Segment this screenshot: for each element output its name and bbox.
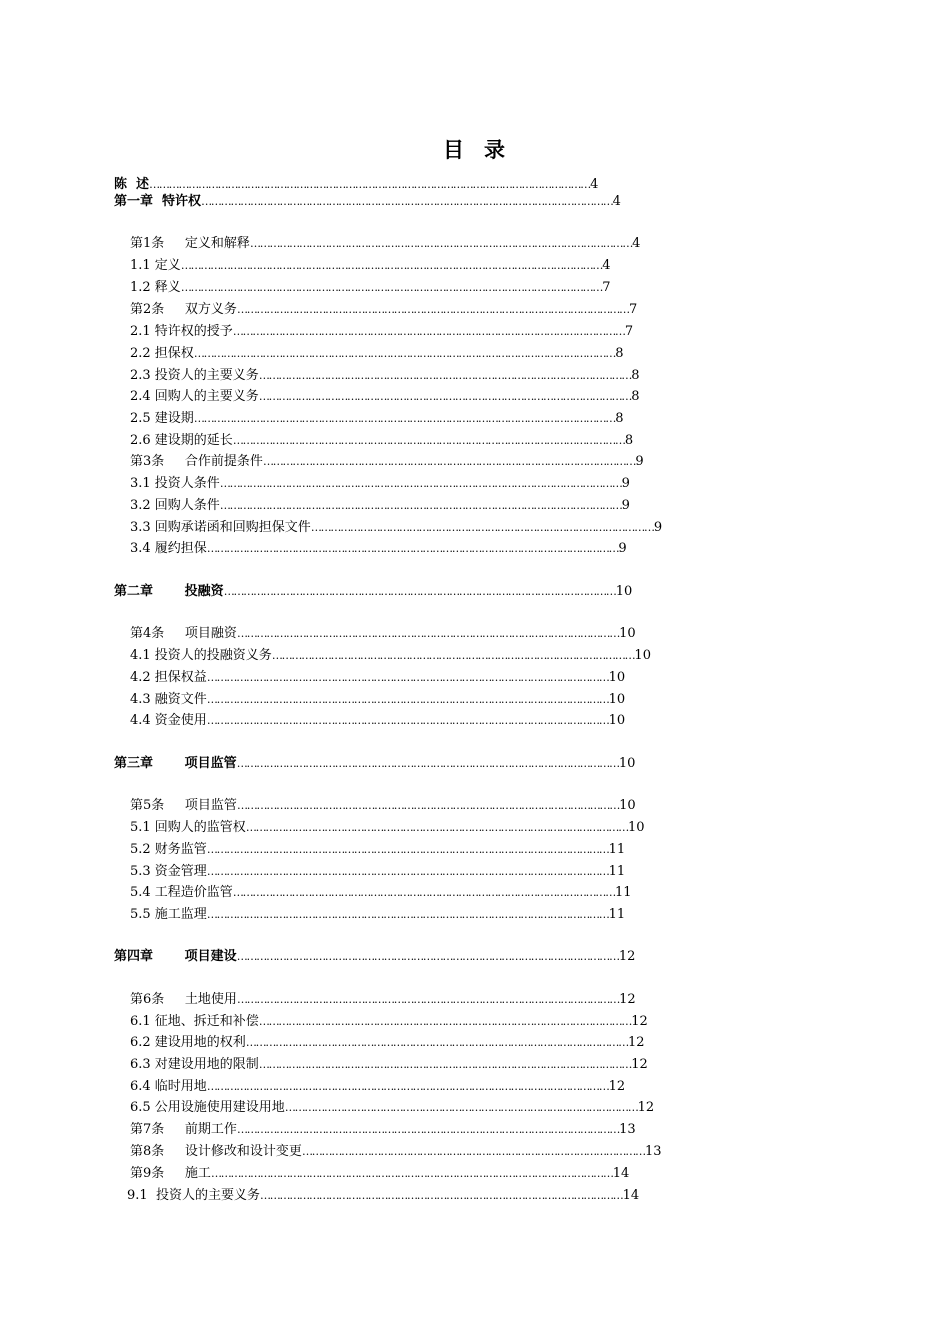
toc-leader-dots: …………………………………………………………………………………………………… bbox=[258, 369, 632, 382]
toc-leader-dots: ……………………………………………………………………………………………………… bbox=[236, 757, 619, 770]
toc-entry-title: 陈 述 bbox=[114, 177, 150, 192]
toc-entry[interactable] bbox=[130, 646, 661, 666]
toc-entry[interactable] bbox=[130, 234, 649, 254]
toc-title-char-2: 录 bbox=[484, 137, 507, 162]
toc-page-number: 4 bbox=[612, 194, 621, 209]
toc-entry-title: 4.2 担保权益 bbox=[130, 670, 207, 685]
toc-entry-title: 第6条 土地使用 bbox=[130, 992, 237, 1007]
toc-leader-dots: ………………………………………………………………………………………………… bbox=[271, 649, 635, 662]
toc-entry[interactable] bbox=[130, 409, 630, 429]
toc-entry-title: 1.2 释义 bbox=[130, 280, 181, 295]
toc-page-number: 9 bbox=[621, 476, 630, 491]
toc-entry-title: 6.4 临时用地 bbox=[130, 1079, 207, 1094]
toc-leader-dots: ……………………………………………………………………………………………………… bbox=[245, 1036, 629, 1049]
toc-entry-title: 2.4 回购人的主要义务 bbox=[130, 389, 259, 404]
toc-entry[interactable] bbox=[130, 452, 654, 472]
toc-page-number: 4 bbox=[632, 236, 641, 251]
toc-leader-dots: ……………………………………………………………………………………………………… bbox=[249, 237, 633, 250]
toc-page-number: 10 bbox=[615, 584, 633, 599]
toc-entry[interactable] bbox=[130, 1098, 666, 1118]
toc-entry[interactable] bbox=[130, 624, 646, 644]
toc-page-number: 11 bbox=[615, 885, 632, 900]
toc-page-number: 8 bbox=[615, 346, 624, 361]
toc-entry[interactable] bbox=[130, 300, 644, 320]
toc-entry-title: 第2条 双方义务 bbox=[130, 302, 237, 317]
toc-entry-title: 5.4 工程造价监管 bbox=[130, 885, 233, 900]
toc-entry-title: 2.1 特许权的授予 bbox=[130, 324, 233, 339]
toc-page-number: 12 bbox=[618, 949, 636, 964]
toc-entry-title: 第二章 投融资 bbox=[114, 584, 224, 599]
toc-leader-dots: ………………………………………………………………………………………………………… bbox=[232, 325, 625, 338]
toc-page-number: 8 bbox=[631, 368, 640, 383]
toc-entry[interactable] bbox=[130, 539, 634, 559]
toc-leader-dots: …………………………………………………………………………………………………………… bbox=[219, 477, 622, 490]
toc-leader-dots: ………………………………………………………………………………………………………………… bbox=[193, 347, 616, 360]
toc-page-number: 10 bbox=[608, 692, 626, 707]
toc-entry[interactable] bbox=[130, 840, 636, 860]
toc-page-number: 14 bbox=[612, 1166, 630, 1181]
toc-entry-title: 6.3 对建设用地的限制 bbox=[130, 1057, 259, 1072]
toc-entry-title: 第1条 定义和解释 bbox=[130, 236, 250, 251]
toc-entry[interactable] bbox=[130, 1164, 638, 1184]
toc-title bbox=[0, 136, 950, 164]
toc-entry[interactable] bbox=[130, 1033, 651, 1053]
toc-page-number: 8 bbox=[631, 389, 640, 404]
toc-leader-dots: ……………………………………………………………………………………………………… bbox=[236, 627, 620, 640]
toc-leader-dots: …………………………………………………………………………………………………………… bbox=[206, 865, 609, 878]
toc-chapter-entry[interactable] bbox=[114, 947, 644, 967]
toc-leader-dots: ………………………………………………………………………………………………………… bbox=[223, 585, 616, 598]
toc-page-number: 11 bbox=[608, 907, 626, 922]
toc-page-number: 13 bbox=[644, 1144, 662, 1159]
toc-entry-title: 4.4 资金使用 bbox=[130, 713, 207, 728]
toc-leader-dots: …………………………………………………………………………………………… bbox=[310, 521, 654, 534]
toc-leader-dots: ……………………………………………………………………………………………………… bbox=[236, 993, 620, 1006]
toc-leader-dots: …………………………………………………………………………………………………………… bbox=[210, 1167, 613, 1180]
toc-entry-title: 3.1 投资人条件 bbox=[130, 476, 220, 491]
toc-page-number: 11 bbox=[608, 864, 626, 879]
toc-leader-dots: …………………………………………………………………………………………………………… bbox=[206, 693, 609, 706]
toc-page-number: 9 bbox=[653, 520, 663, 535]
toc-leader-dots: ……………………………………………………………………………………………………………… bbox=[206, 542, 619, 555]
toc-entry[interactable] bbox=[130, 366, 654, 386]
toc-page-number: 8 bbox=[615, 411, 624, 426]
toc-page-number: 10 bbox=[619, 626, 636, 641]
toc-entry-title: 第一章 特许权 bbox=[114, 194, 202, 209]
toc-entry-title: 2.2 担保权 bbox=[130, 346, 194, 361]
toc-leader-dots: …………………………………………………………………………………………………………… bbox=[219, 499, 622, 512]
toc-entry[interactable] bbox=[130, 1055, 657, 1075]
toc-page-number: 9 bbox=[621, 498, 630, 513]
toc-entry-title: 第四章 项目建设 bbox=[114, 949, 237, 964]
toc-page-number: 4 bbox=[602, 258, 611, 273]
toc-leader-dots: ……………………………………………………………………………………………………… bbox=[245, 821, 629, 834]
toc-page-number: 8 bbox=[624, 433, 634, 448]
toc-page-number: 10 bbox=[608, 670, 626, 685]
toc-entry-title: 2.5 建设期 bbox=[130, 411, 194, 426]
toc-page-number: 7 bbox=[624, 324, 634, 339]
toc-leader-dots: …………………………………………………………………………………………………… bbox=[258, 1058, 632, 1071]
toc-entry-title: 2.6 建设期的延长 bbox=[130, 433, 233, 448]
toc-leader-dots: …………………………………………………………………………………………………………… bbox=[206, 714, 609, 727]
toc-entry[interactable] bbox=[130, 278, 625, 298]
toc-entry[interactable] bbox=[130, 496, 639, 516]
toc-leader-dots: ………………………………………………………………………………………………………………… bbox=[180, 281, 603, 294]
toc-entry[interactable] bbox=[130, 990, 646, 1010]
toc-page-number: 7 bbox=[602, 280, 611, 295]
toc-entry-title: 3.4 履约担保 bbox=[130, 541, 207, 556]
toc-entry[interactable] bbox=[130, 474, 639, 494]
toc-entry-title: 2.3 投资人的主要义务 bbox=[130, 368, 259, 383]
toc-chapter-entry[interactable] bbox=[114, 754, 645, 774]
toc-entry[interactable] bbox=[130, 905, 636, 925]
toc-page-number: 10 bbox=[628, 820, 645, 835]
toc-entry-title: 5.1 回购人的监管权 bbox=[130, 820, 246, 835]
toc-leader-dots: …………………………………………………………………………………………………………… bbox=[206, 908, 609, 921]
toc-page-number: 10 bbox=[619, 798, 636, 813]
toc-entry-title: 5.5 施工监理 bbox=[130, 907, 207, 922]
toc-entry-title: 第8条 设计修改和设计变更 bbox=[130, 1144, 302, 1159]
toc-entry[interactable] bbox=[130, 431, 644, 451]
toc-page-number: 10 bbox=[634, 648, 651, 663]
toc-page-number: 9 bbox=[635, 454, 644, 469]
toc-leader-dots: ………………………………………………………………………………………………… bbox=[259, 1189, 623, 1202]
toc-page-number: 12 bbox=[608, 1079, 626, 1094]
toc-leader-dots: …………………………………………………………………………………………………… bbox=[258, 1015, 632, 1028]
toc-entry-title: 第7条 前期工作 bbox=[130, 1122, 237, 1137]
toc-page-number: 4 bbox=[590, 177, 599, 192]
toc-entry[interactable] bbox=[130, 668, 637, 688]
toc-page-number: 9 bbox=[618, 541, 627, 556]
toc-entry-title: 6.1 征地、拆迁和补偿 bbox=[130, 1014, 259, 1029]
toc-page-number: 10 bbox=[608, 713, 626, 728]
toc-page-number: 14 bbox=[622, 1188, 640, 1203]
toc-leader-dots: …………………………………………………………………………………………………… bbox=[258, 390, 632, 403]
toc-entry[interactable] bbox=[130, 344, 630, 364]
toc-title-char-1: 目 bbox=[443, 137, 466, 162]
toc-leader-dots: ……………………………………………………………………………………………… bbox=[284, 1101, 638, 1114]
toc-page-number: 10 bbox=[618, 756, 636, 771]
toc-entry[interactable] bbox=[130, 711, 637, 731]
toc-entry[interactable] bbox=[130, 690, 637, 710]
toc-leader-dots: ………………………………………………………………………………………………………… bbox=[236, 303, 629, 316]
toc-entry-title: 5.2 财务监管 bbox=[130, 842, 207, 857]
toc-leader-dots: ……………………………………………………………………………………………………… bbox=[236, 799, 620, 812]
toc-leader-dots: ……………………………………………………………………………………………………… bbox=[236, 1123, 620, 1136]
toc-entry-title: 第4条 项目融资 bbox=[130, 626, 237, 641]
toc-entry[interactable] bbox=[130, 256, 625, 276]
toc-entry[interactable] bbox=[130, 1142, 671, 1162]
toc-entry-title: 4.3 融资文件 bbox=[130, 692, 207, 707]
toc-leader-dots: …………………………………………………………………………………………………… bbox=[262, 455, 636, 468]
toc-page-number: 12 bbox=[619, 992, 636, 1007]
toc-leader-dots: ………………………………………………………………………………………………………… bbox=[232, 434, 625, 447]
toc-page-number: 12 bbox=[631, 1057, 648, 1072]
toc-leader-dots: ……………………………………………………………………………………………………………… bbox=[201, 195, 613, 208]
toc-leader-dots: …………………………………………………………………………………………………………… bbox=[206, 843, 609, 856]
toc-page-number: 12 bbox=[637, 1100, 655, 1115]
toc-entry[interactable] bbox=[130, 1120, 646, 1140]
toc-leader-dots: ……………………………………………………………………………………………………………………… bbox=[149, 178, 591, 191]
toc-leader-dots: ……………………………………………………………………………………………………… bbox=[232, 886, 616, 899]
toc-entry-title: 9.1 投资人的主要义务 bbox=[127, 1188, 260, 1203]
toc-page-number: 11 bbox=[608, 842, 626, 857]
toc-entry[interactable] bbox=[127, 1186, 646, 1206]
toc-entry[interactable] bbox=[130, 387, 654, 407]
toc-entry[interactable] bbox=[130, 796, 646, 816]
toc-entry-title: 第3条 合作前提条件 bbox=[130, 454, 263, 469]
toc-page-number: 12 bbox=[628, 1035, 645, 1050]
toc-entry-title: 第三章 项目监管 bbox=[114, 756, 237, 771]
toc-entry-title: 第9条 施工 bbox=[130, 1166, 211, 1181]
toc-entry-title: 第5条 项目监管 bbox=[130, 798, 237, 813]
toc-chapter-entry[interactable] bbox=[114, 582, 640, 602]
toc-entry[interactable] bbox=[130, 862, 636, 882]
toc-chapter-entry[interactable] bbox=[114, 192, 631, 212]
toc-entry[interactable] bbox=[130, 818, 652, 838]
toc-entry[interactable] bbox=[130, 1077, 637, 1097]
toc-entry-title: 3.3 回购承诺函和回购担保文件 bbox=[130, 520, 311, 535]
toc-entry[interactable] bbox=[130, 518, 673, 538]
toc-leader-dots: …………………………………………………………………………………………… bbox=[301, 1145, 645, 1158]
toc-entry-title: 3.2 回购人条件 bbox=[130, 498, 220, 513]
toc-entry-title: 6.2 建设用地的权利 bbox=[130, 1035, 246, 1050]
toc-leader-dots: …………………………………………………………………………………………………………… bbox=[206, 671, 609, 684]
toc-entry[interactable] bbox=[130, 883, 646, 903]
toc-leader-dots: ………………………………………………………………………………………………………………… bbox=[193, 412, 616, 425]
toc-page-number: 12 bbox=[631, 1014, 648, 1029]
toc-leader-dots: ……………………………………………………………………………………………………… bbox=[236, 950, 619, 963]
toc-entry-title: 6.5 公用设施使用建设用地 bbox=[130, 1100, 285, 1115]
toc-entry-title: 5.3 资金管理 bbox=[130, 864, 207, 879]
toc-leader-dots: …………………………………………………………………………………………………………… bbox=[206, 1080, 609, 1093]
toc-leader-dots: ………………………………………………………………………………………………………………… bbox=[180, 259, 603, 272]
toc-entry[interactable] bbox=[130, 1012, 661, 1032]
toc-entry-title: 4.1 投资人的投融资义务 bbox=[130, 648, 272, 663]
toc-page-number: 7 bbox=[628, 302, 638, 317]
toc-entry[interactable] bbox=[130, 322, 644, 342]
toc-entry-title: 1.1 定义 bbox=[130, 258, 181, 273]
toc-page-number: 13 bbox=[619, 1122, 636, 1137]
